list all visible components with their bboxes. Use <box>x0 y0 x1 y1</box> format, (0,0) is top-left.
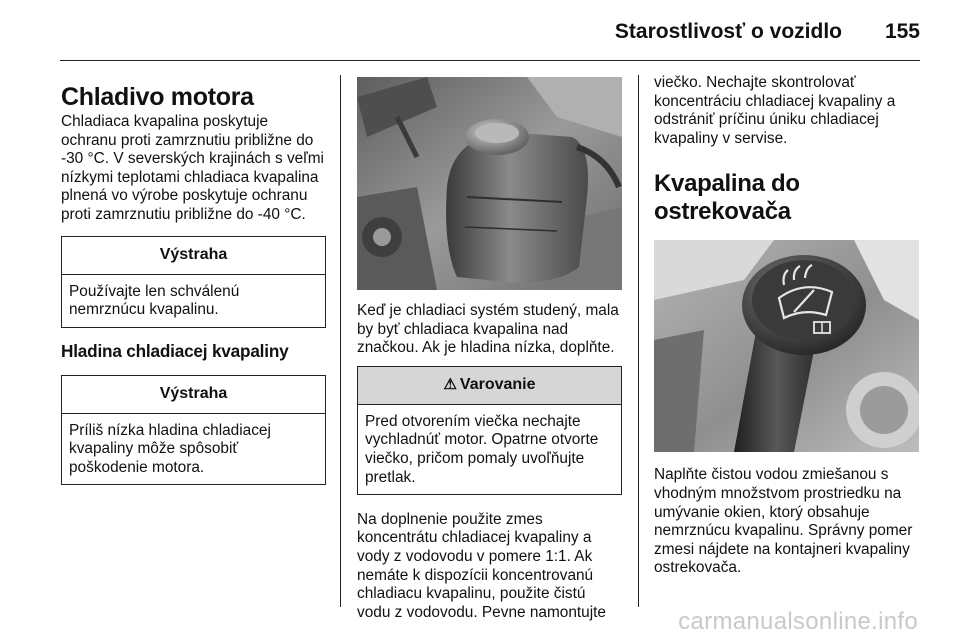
continued-paragraph: viečko. Nechajte skontrolovať koncentráciu chladiacej kvapaliny a odstrániť príčinu úniku chladiacej kvapaliny v servise. <box>654 74 896 147</box>
caution-box-2 <box>61 375 326 485</box>
warning-triangle-icon: ⚠ <box>443 375 457 393</box>
header-title: Starostlivosť o vozidlo <box>614 20 842 43</box>
refill-paragraph: Na doplnenie použite zmes koncentrátu chladiacej kvapaliny a vody z vodovodu v pomere 1:1. Ak nemáte k dispozícii koncentrovanú chladiacu kvapalinu, použite čistú vodu z vodovodu. Pevne namontujte <box>357 510 606 621</box>
washer-fluid-photo <box>654 240 919 452</box>
column-divider-2 <box>638 75 639 607</box>
washer-fluid-image <box>654 240 919 452</box>
section-heading-washer-fluid: Kvapalina do ostrekovača <box>654 170 800 226</box>
warning-box-text: Pred otvorením viečka nechajte vychladnúť motor. Opatrne otvorte viečko, pričom pomaly uvoľňujte pretlak. <box>365 412 599 486</box>
column-2 <box>357 75 622 622</box>
column-divider-1 <box>340 75 341 607</box>
watermark-text: carmanualsonline.info <box>678 608 918 635</box>
page-number: 155 <box>884 20 920 43</box>
caution-box-1-title: Výstraha <box>62 237 325 275</box>
caution-box-2-text: Príliš nízka hladina chladiacej kvapaliny môže spôsobiť poškodenie motora. <box>69 421 271 476</box>
column-1 <box>61 75 326 485</box>
warning-box <box>357 366 622 495</box>
warning-box-title <box>358 367 621 405</box>
column-3 <box>654 75 919 578</box>
caution-box-1-text: Používajte len schválenú nemrznúcu kvapalinu. <box>69 282 240 319</box>
header-rule <box>60 60 920 61</box>
section-heading-coolant: Chladivo motora <box>61 83 254 111</box>
warning-title-text: Varovanie <box>459 375 536 393</box>
caution-box-1 <box>61 236 326 328</box>
coolant-reservoir-image <box>357 77 622 290</box>
reservoir-caption: Keď je chladiaci systém studený, mala by byť chladiaca kvapalina nad značkou. Ak je hladina nízka, doplňte. <box>357 302 619 357</box>
subheading-coolant-level: Hladina chladiacej kvapaliny <box>61 340 289 361</box>
caution-box-2-title: Výstraha <box>62 376 325 414</box>
coolant-paragraph: Chladiaca kvapalina poskytuje ochranu proti zamrznutiu približne do -30 °C. V severských krajinách s veľmi nízkymi teplotami chladiaca kvapalina plnená vo výrobe poskytuje ochranu proti zamrznutiu približne do -40 °C. <box>61 113 324 223</box>
washer-caption: Naplňte čistou vodou zmiešanou s vhodným množstvom prostriedku na umývanie okien, ktorý obsahuje nemrznúcu kvapalinu. Správny pomer zmesi nájdete na kontajneri kvapaliny ostrekovača. <box>654 466 913 577</box>
coolant-reservoir-photo <box>357 77 622 290</box>
